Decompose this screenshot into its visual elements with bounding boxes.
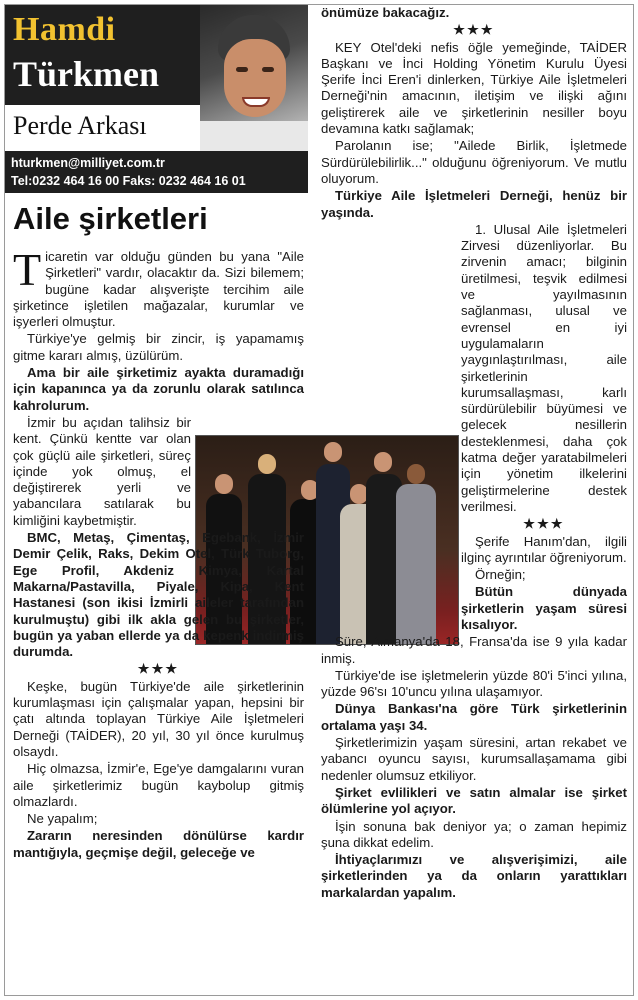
article-column-left	[13, 244, 304, 862]
contact-bar	[5, 151, 308, 193]
author-phone: Tel:0232 464 16 00 Faks: 0232 464 16 01	[11, 174, 246, 188]
paragraph: Parolanın ise; "Ailede Birlik, İşletmede Sürdürülebilirlik..." olduğunu öğreniyorum. Ve mutlu oluyorum.	[321, 138, 627, 186]
paragraph: İzmir bu açıdan talihsiz bir kent. Çünkü kentte var olan çok güçlü aile şirketleri, süreç içinde yok olmuş, el değiştirerek yerli ve yabancılara satılarak bu kimliğini kaybetmiştir.	[13, 414, 191, 528]
article-column-right	[321, 5, 627, 902]
section-divider: ★★★	[453, 22, 495, 38]
paragraph-bold: Bütün dünyada şirketlerin yaşam süresi kısalıyor.	[461, 584, 627, 632]
paragraph: Şirketlerimizin yaşam süresini, artan rekabet ve yabancı oyuncu sayısı, kurumsallaşamama gibi nedenler olumsuz etkiliyor.	[321, 735, 627, 783]
newspaper-page	[4, 4, 634, 996]
column-header	[5, 5, 308, 151]
paragraph: Keşke, bugün Türkiye'de aile şirketlerinin kurumlaşması için çalışmalar yapan, hepsini bir çatı altında toplayan Türkiye Aile İşletmeleri Derneği (TAİDER), 20 yıl, 30 yıl önce kurulmuş olsaydı.	[13, 678, 304, 759]
paragraph: Süre, Almanya'da 18, Fransa'da ise 9 yıla kadar inmiş.	[321, 634, 627, 666]
paragraph: KEY Otel'deki nefis öğle yemeğinde, TAİDER Başkanı ve İnci Holding Yönetim Kurulu Üyesi Şerife İnci Eren'i dinlerken, Türkiye Aile İşletmeleri Derneği'nin amacının, iletişim ve ilişki ağını geliştirerek aile ve şirketlerinin nesiller boyu devamına katkı sağlamak;	[321, 39, 627, 137]
paragraph: Şerife Hanım'dan, ilgili ilginç ayrıntılar öğreniyorum.	[461, 533, 627, 565]
paragraph: 1. Ulusal Aile İşletmeleri Zirvesi düzenliyorlar. Bu zirvenin amacı; bilginin üretilmesi, teşvik edilmesi ve yayılmasının sağlanması, ulusal ve evrensel en iyi uygulamaların yaygınlaştırılması, aile şirketlerinin kurumsallaşması, karlı sürdürülebilir büyümesi ve gelecek nesillerin desteklenmesi, daha çok katma değer yaratabilmeleri için yönetim ilkelerini geliştirmelerine destek verilmesi.	[461, 221, 627, 514]
paragraph-bold: Türkiye Aile İşletmeleri Derneği, henüz bir yaşında.	[321, 188, 627, 220]
paragraph-bold: önümüze bakacağız.	[321, 5, 450, 20]
paragraph-text: icaretin var olduğu günden bu yana "Aile Şirketleri" vardır, olacaktır da. Sizi bilemem; bugüne kadar alışverişte tercihim aile şirketince işletilen mağazalar, kurumlar ve işyerleri olmuştur.	[13, 249, 304, 330]
paragraph	[13, 244, 304, 330]
paragraph-bold: Dünya Bankası'na göre Türk şirketlerinin ortalama yaşı 34.	[321, 701, 627, 733]
author-portrait	[200, 5, 308, 151]
drop-cap: T	[13, 244, 42, 295]
paragraph: Hiç olmazsa, İzmir'e, Ege'ye damgalarını vuran aile şirketlerimiz bugün kaybolup gitmiş olmazlardı.	[13, 761, 304, 809]
paragraph: Türkiye'ye gelmiş bir zincir, iş yapamamış gitme kararı almış, üzülürüm.	[13, 331, 304, 363]
author-first-name: Hamdi	[13, 11, 116, 48]
paragraph-bold: Zararın neresinden dönülürse kardır mantığıyla, geçmişe değil, geleceğe ve	[13, 828, 304, 860]
article-title: Aile şirketleri	[13, 201, 208, 236]
paragraph: Türkiye'de ise işletmelerin yüzde 80'i 5'inci yılına, yüzde 96'sı 10'uncu yılına ulaşamıyor.	[321, 667, 627, 700]
paragraph-bold: BMC, Metaş, Çimentaş, Egebank, İzmir Demir Çelik, Raks, Dekim Otel, Türk Tuborg, Ege Profil, Akdeniz Kimya, Kartal Makarna/Pastavilla, Piyale, Kipa, Kent Hastanesi (son ikisi İzmirli aileler tarafından kurulmuştu) gibi ilk akla gelen bu şirketler, bugün ya yaban ellerde ya da kepenk indirmiş durumda.	[13, 530, 304, 660]
author-email: hturkmen@milliyet.com.tr	[11, 156, 165, 170]
paragraph: Ne yapalım;	[27, 811, 98, 827]
author-last-name: Türkmen	[13, 54, 160, 94]
paragraph-bold: İhtiyaçlarımızı ve alışverişimizi, aile şirketlerinden ya da onların yarattıkları markalardan yapalım.	[321, 852, 627, 900]
section-divider: ★★★	[137, 661, 180, 677]
column-name-box	[5, 105, 200, 151]
column-name: Perde Arkası	[13, 111, 147, 140]
paragraph: İşin sonuna bak deniyor ya; o zaman hepimiz şuna dikkat edelim.	[321, 818, 627, 850]
paragraph-bold: Ama bir aile şirketimiz ayakta duramadığı için kapanınca ya da zorunlu olarak satılınca kahrolurum.	[13, 365, 304, 413]
section-divider: ★★★	[523, 516, 565, 532]
paragraph-bold: Şirket evlilikleri ve satın almalar ise şirket ölümlerine yol açıyor.	[321, 784, 627, 817]
paragraph: Örneğin;	[475, 567, 526, 583]
